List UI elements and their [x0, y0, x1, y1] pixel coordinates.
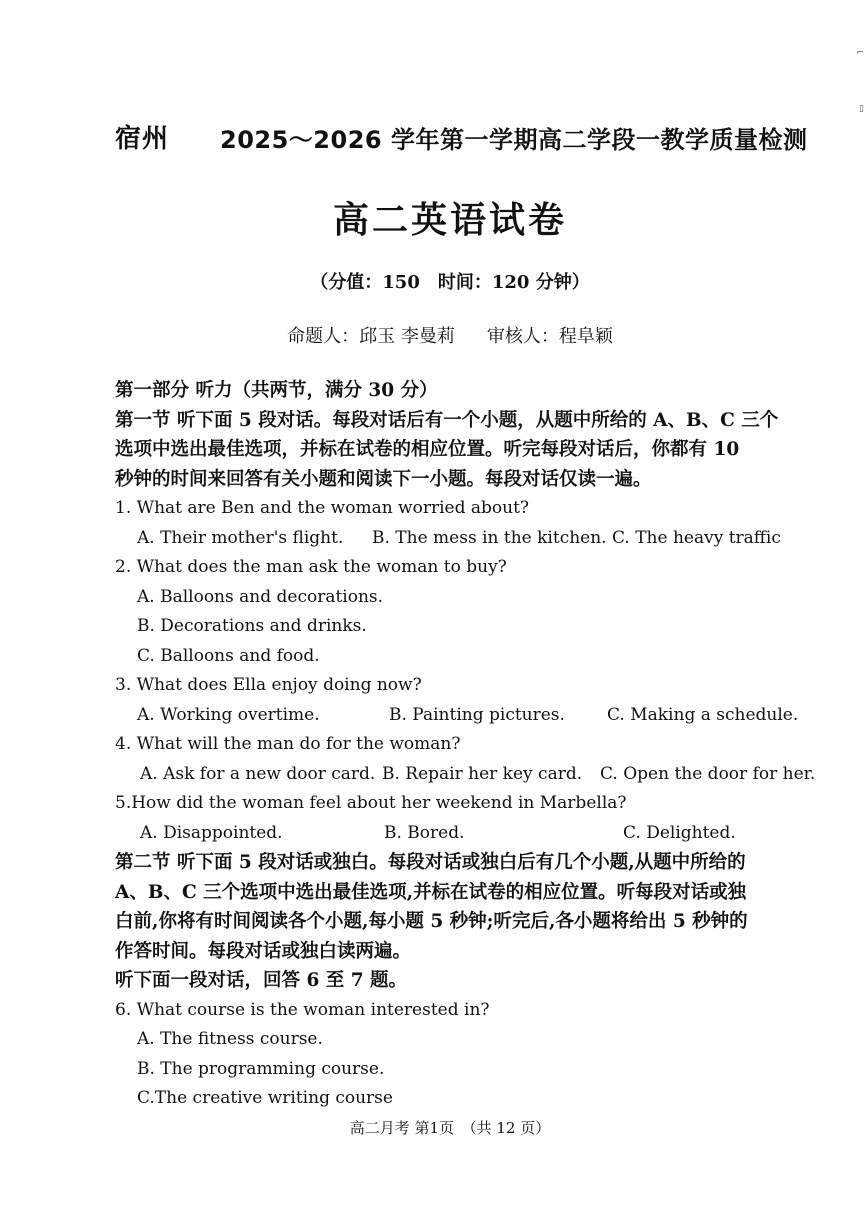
- option: A. Balloons and decorations.: [137, 586, 384, 607]
- exam-name: 2025～2026 学年第一学期高二学段一教学质量检测: [220, 126, 808, 154]
- edge-mark-top: ⌐: [856, 48, 864, 58]
- question-stem: 6. What course is the woman interested in?: [115, 999, 490, 1020]
- option: C.The creative writing course: [137, 1088, 393, 1108]
- dialogue-instruction: 听下面一段对话，回答 6 至 7 题。: [115, 970, 408, 991]
- section2-line: A、B、C 三个选项中选出最佳选项,并标在试卷的相应位置。听每段对话或独: [115, 881, 747, 903]
- option: C. Delighted.: [623, 822, 736, 843]
- option: C. Open the door for her.: [600, 763, 816, 784]
- option: B. Bored.: [384, 822, 465, 843]
- options-row: [115, 819, 825, 849]
- option: A. Working overtime.: [137, 704, 320, 725]
- options-row: [115, 524, 825, 554]
- options-row: [115, 760, 825, 790]
- part-heading: 第一部分 听力（共两节，满分 30 分）: [115, 380, 438, 401]
- exam-header: [115, 118, 808, 158]
- option: A. Ask for a new door card.: [140, 763, 376, 784]
- edge-mark-side: ▯: [859, 104, 864, 114]
- section1-line: 选项中选出最佳选项，并标在试卷的相应位置。听完每段对话后，你都有 10: [115, 439, 740, 460]
- option: A. Their mother's flight.: [137, 527, 344, 548]
- section2-line: 白前,你将有时间阅读各个小题,每小题 5 秒钟;听完后,各小题将给出 5 秒钟的: [115, 911, 748, 932]
- section1-line: 第一节 听下面 5 段对话。每段对话后有一个小题，从题中所给的 A、B、C 三个: [115, 409, 779, 431]
- question-stem: 5.How did the woman feel about her weekend in Marbella?: [115, 793, 627, 813]
- reviewer: 审核人：程阜颖: [486, 326, 613, 347]
- option: B. Repair her key card.: [382, 763, 583, 784]
- option: C. The heavy traffic: [612, 527, 781, 548]
- option: C. Making a schedule.: [607, 704, 799, 725]
- section2-line: 第二节 听下面 5 段对话或独白。每段对话或独白后有几个小题,从题中所给的: [115, 852, 746, 873]
- option: A. Disappointed.: [140, 822, 283, 843]
- section1-line: 秒钟的时间来回答有关小题和阅读下一小题。每段对话仅读一遍。: [115, 468, 652, 490]
- authors: [0, 322, 868, 348]
- page-footer: 高二月考 第1页 （共 12 页）: [349, 1119, 551, 1137]
- option: B. Decorations and drinks.: [137, 616, 367, 636]
- question-stem: 1. What are Ben and the woman worried about?: [115, 498, 530, 518]
- option: A. The fitness course.: [137, 1029, 323, 1049]
- paper-title: 高二英语试卷: [332, 200, 567, 241]
- question-stem: 4. What will the man do for the woman?: [115, 734, 461, 754]
- setter: 命题人：邱玉 李曼莉: [287, 326, 455, 347]
- section2-line: 作答时间。每段对话或独白读两遍。: [115, 940, 412, 962]
- option: C. Balloons and food.: [137, 645, 320, 666]
- option: B. The mess in the kitchen.: [372, 527, 607, 548]
- score-time: （分值：150 时间：120 分钟）: [310, 272, 590, 293]
- options-row: [115, 701, 825, 731]
- question-stem: 3. What does Ella enjoy doing now?: [115, 675, 422, 695]
- exam-content: [115, 376, 825, 1114]
- question-stem: 2. What does the man ask the woman to buy?: [115, 557, 507, 577]
- city-name: 宿州: [115, 124, 170, 154]
- option: B. Painting pictures.: [389, 704, 565, 725]
- option: B. The programming course.: [137, 1058, 385, 1079]
